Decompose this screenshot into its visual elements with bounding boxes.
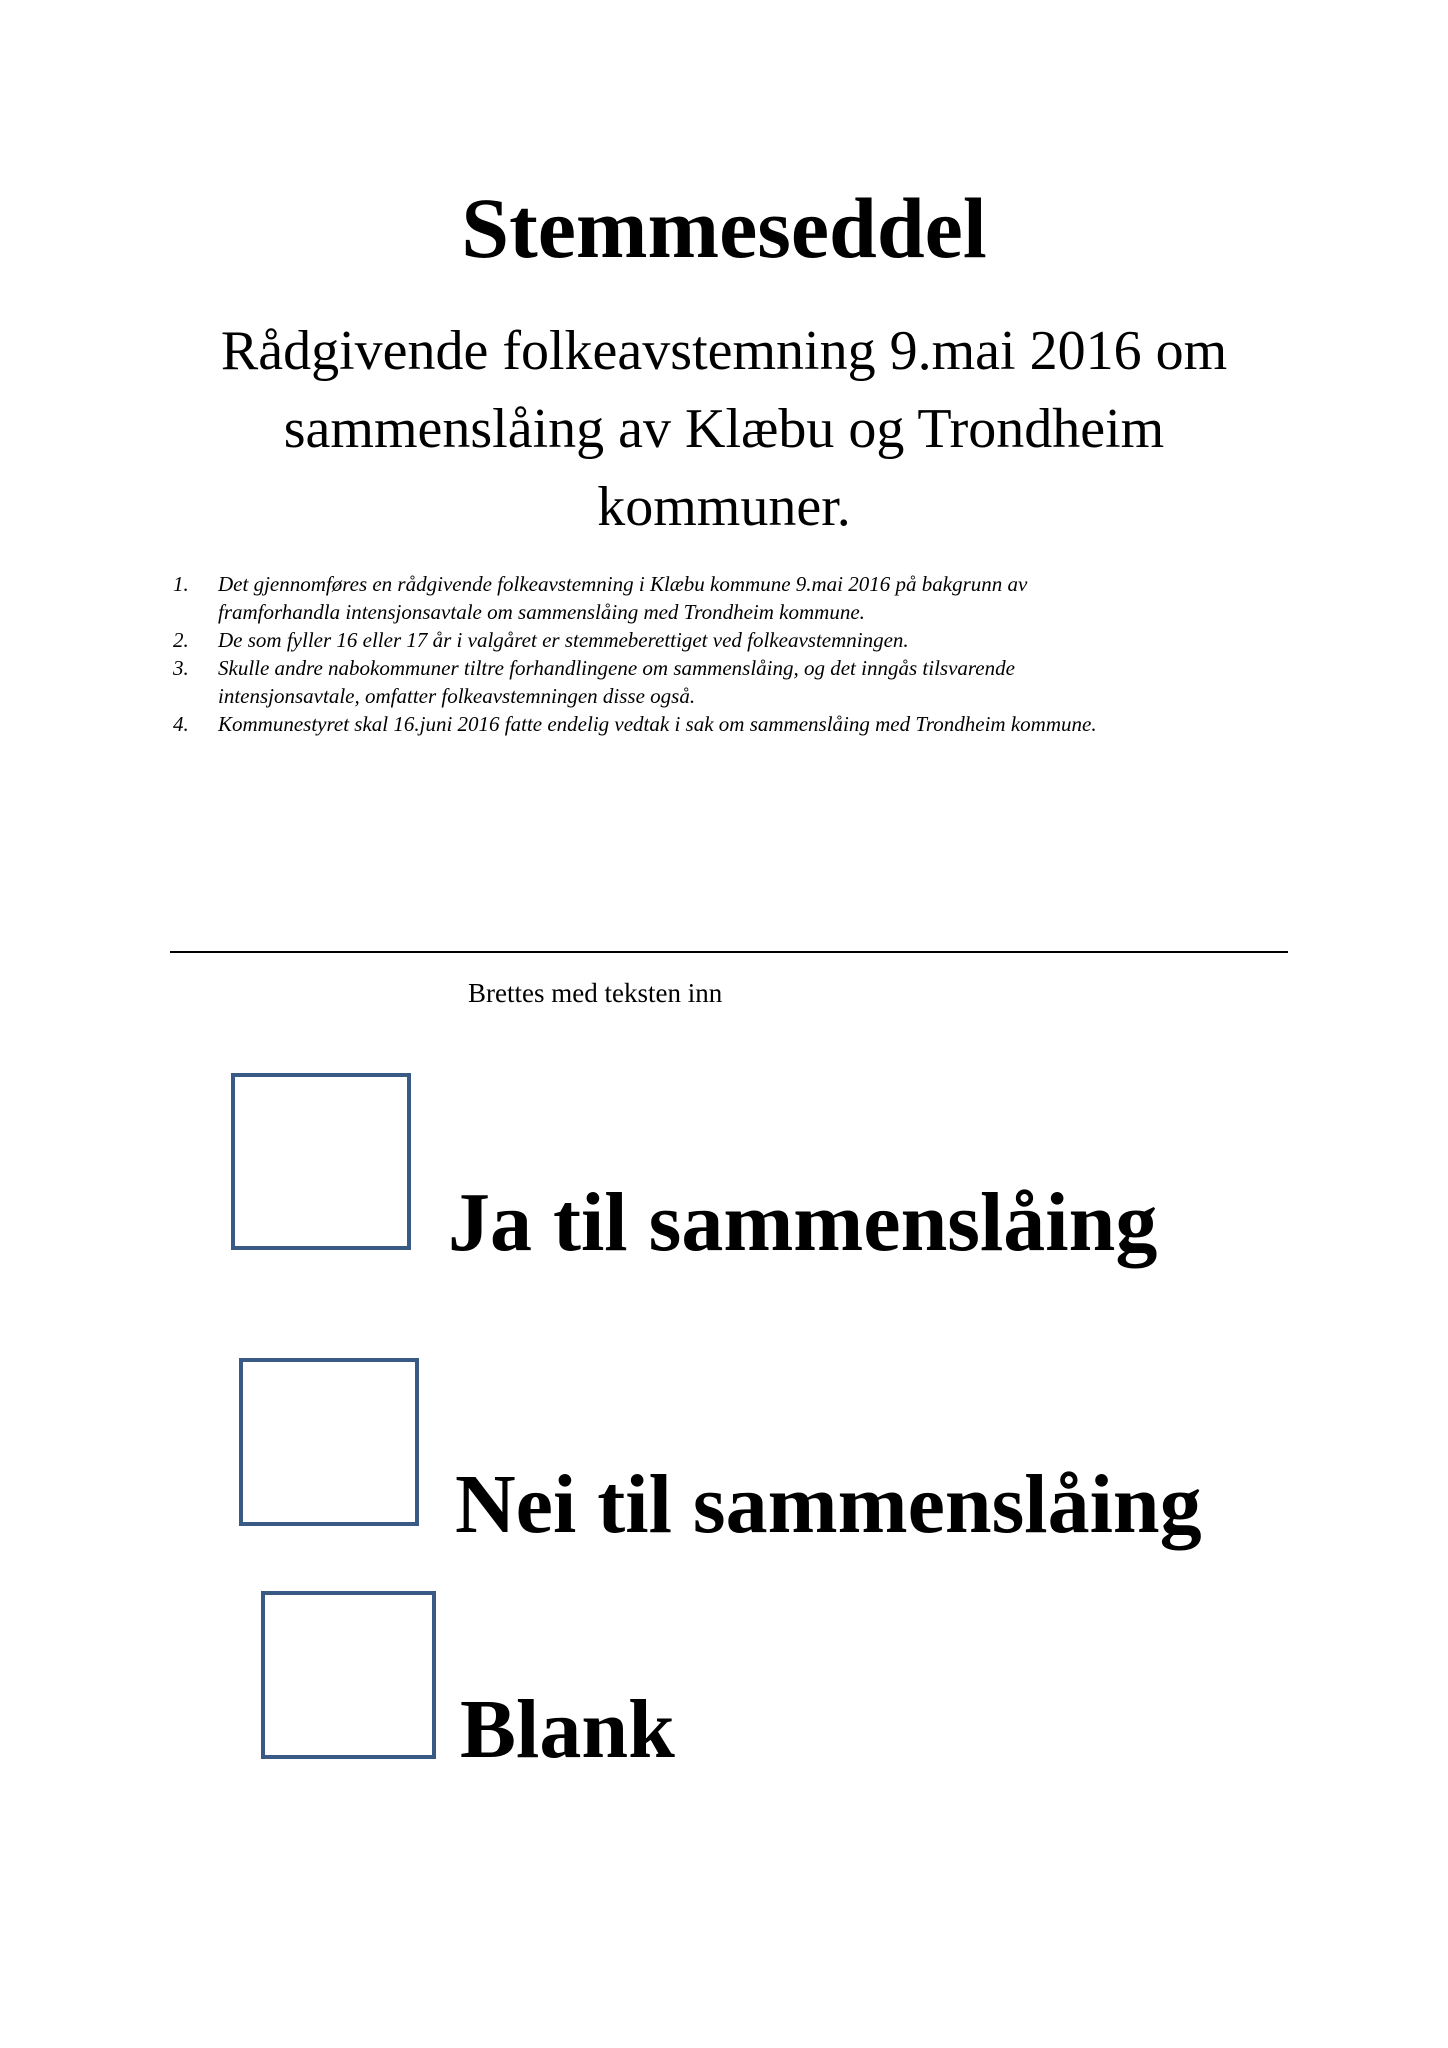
page-title: Stemmeseddel (461, 180, 987, 276)
rule-number: 3. (173, 656, 189, 680)
rule-line: framforhandla intensjonsavtale om sammenslåing med Trondheim kommune. (218, 600, 865, 624)
rule-line: Kommunestyret skal 16.juni 2016 fatte endelig vedtak i sak om sammenslåing med Trondheim kommune. (218, 712, 1097, 736)
option-label-nei: Nei til sammenslåing (455, 1458, 1202, 1551)
rule-item (173, 654, 1283, 710)
rule-item (173, 570, 1283, 626)
subtitle-line: kommuner. (597, 476, 851, 538)
checkbox-nei[interactable] (239, 1358, 419, 1526)
checkbox-ja[interactable] (231, 1073, 411, 1250)
rule-line: Det gjennomføres en rådgivende folkeavstemning i Klæbu kommune 9.mai 2016 på bakgrunn av (218, 572, 1028, 596)
fold-divider-line (170, 951, 1288, 953)
subtitle-line: Rådgivende folkeavstemning 9.mai 2016 om (220, 320, 1228, 382)
option-label-blank: Blank (460, 1683, 675, 1776)
rule-item (173, 626, 1283, 654)
rule-number: 4. (173, 712, 189, 736)
rules-list (173, 570, 1283, 738)
subtitle-line: sammenslåing av Klæbu og Trondheim (283, 398, 1165, 460)
option-label-ja: Ja til sammenslåing (448, 1176, 1158, 1269)
rule-number: 2. (173, 628, 189, 652)
checkbox-blank[interactable] (261, 1591, 436, 1759)
rule-line: intensjonsavtale, omfatter folkeavstemningen disse også. (218, 684, 696, 708)
rule-item (173, 710, 1283, 738)
rule-line: Skulle andre nabokommuner tiltre forhandlingene om sammenslåing, og det inngås tilsvarende (218, 656, 1015, 680)
rule-number: 1. (173, 572, 189, 596)
fold-instruction: Brettes med teksten inn (468, 978, 723, 1008)
rule-line: De som fyller 16 eller 17 år i valgåret er stemmeberettiget ved folkeavstemningen. (218, 628, 909, 652)
ballot-subtitle (150, 312, 1298, 546)
